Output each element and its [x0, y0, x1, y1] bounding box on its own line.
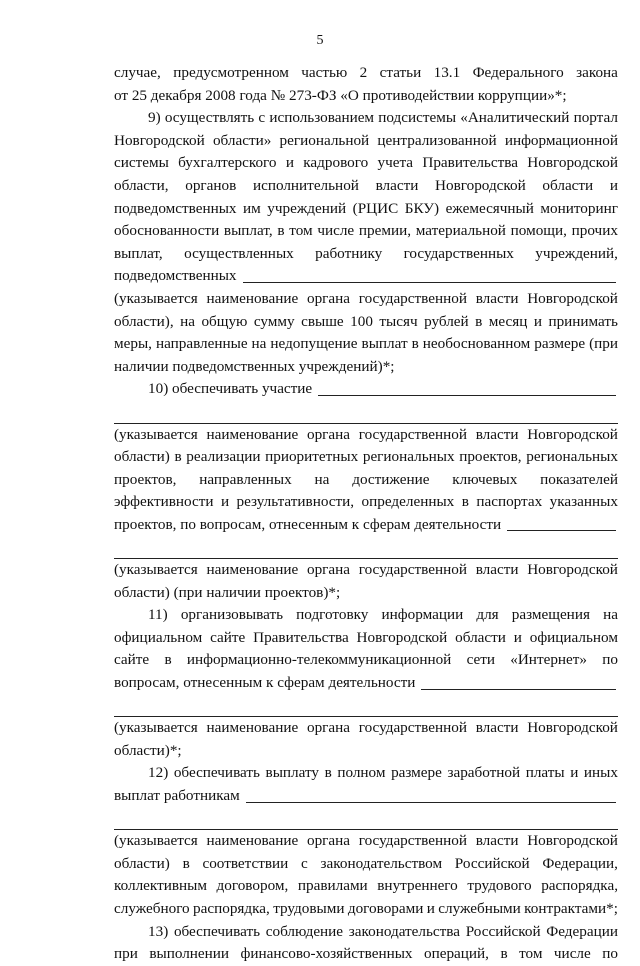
word: подсистемы — [378, 109, 457, 127]
word: 9) — [148, 109, 161, 127]
text-line — [114, 762, 618, 785]
text-line: области)*; — [114, 741, 182, 759]
word: числе — [317, 222, 355, 240]
word: обеспечивать — [173, 764, 260, 782]
word: «Интернет» — [510, 651, 588, 669]
text-line-with-blank — [114, 378, 618, 401]
word: осуществлять — [164, 109, 255, 127]
blank-line — [114, 401, 618, 424]
word: 13) — [148, 922, 169, 940]
word: на — [314, 470, 330, 488]
text-line — [114, 604, 618, 627]
word: официальном — [114, 628, 203, 646]
word: Новгородской — [114, 131, 205, 149]
word: направленные — [155, 335, 248, 353]
word: органа — [306, 425, 350, 443]
word: законодательства — [348, 922, 461, 940]
word: указанных — [549, 493, 618, 511]
word: трудового — [467, 877, 532, 895]
word: Федерации — [546, 922, 618, 940]
word: общую — [201, 312, 248, 330]
word: предусмотренном — [173, 64, 289, 81]
line-text: выплат работникам — [114, 787, 240, 804]
word: 2 — [359, 64, 368, 81]
word: размере — [391, 764, 442, 782]
word: договором, — [216, 877, 289, 895]
word: тысяч — [379, 312, 418, 330]
text-line — [114, 649, 618, 672]
word: ключевых — [452, 470, 518, 488]
word: премии, — [358, 222, 412, 240]
document-body — [114, 62, 618, 966]
word: размещения — [511, 606, 590, 624]
fill-in-blank — [507, 514, 616, 532]
text-line — [114, 175, 618, 198]
word: власти — [475, 289, 519, 307]
word: наименование — [206, 561, 299, 579]
word: области — [455, 628, 506, 646]
word: региональных — [362, 448, 455, 466]
word: региональной — [279, 131, 370, 149]
word: области) — [114, 448, 170, 466]
word: Новгородской — [527, 425, 618, 443]
word: статьи — [379, 64, 422, 81]
word: кадрового — [303, 154, 369, 172]
word: им — [243, 199, 261, 217]
word: по — [602, 945, 618, 963]
text-line — [114, 288, 618, 311]
word: соответствии — [202, 854, 289, 872]
word: том — [289, 222, 313, 240]
word: государственных — [403, 244, 514, 262]
text-line: области) (при наличии проектов)*; — [114, 583, 341, 601]
word: региональных — [526, 448, 618, 466]
word: коллективным — [114, 877, 207, 895]
word: закона — [576, 64, 618, 81]
word: и — [609, 176, 618, 194]
word: в — [475, 312, 483, 330]
word: Новгородской — [356, 628, 448, 646]
word: с — [258, 109, 266, 127]
word: в — [324, 764, 332, 782]
word: числе — [553, 945, 591, 963]
word: результативности, — [236, 493, 355, 511]
word: (указывается — [114, 832, 198, 850]
word: выплат, — [223, 222, 273, 240]
word: (РЦИС — [352, 199, 399, 217]
word: информации — [381, 606, 464, 624]
word: материальной — [415, 222, 506, 240]
word: в — [500, 945, 508, 963]
word: внутреннего — [377, 877, 458, 895]
word: помощи, — [510, 222, 567, 240]
word: проектов, — [114, 470, 177, 488]
word: определенных — [361, 493, 455, 511]
word: Правительства — [422, 154, 518, 172]
text-line-with-blank — [114, 514, 618, 537]
word: учреждений, — [535, 244, 618, 262]
word: организовывать — [180, 606, 284, 624]
paragraph-9-line — [114, 107, 618, 130]
word: при — [114, 945, 138, 963]
word: по — [602, 651, 618, 669]
word: случае, — [114, 64, 161, 81]
word: Российской — [454, 854, 530, 872]
word: портал — [573, 109, 618, 127]
word: сети — [466, 651, 495, 669]
word: реализации — [186, 448, 261, 466]
word: области — [542, 176, 594, 194]
word: показателей — [540, 470, 618, 488]
word: и — [285, 154, 294, 172]
word: Новгородской — [527, 561, 618, 579]
word: выполнении — [149, 945, 230, 963]
word: мониторинг — [540, 199, 618, 217]
word: Федерального — [472, 64, 564, 81]
word: подготовку — [296, 606, 369, 624]
text-line-with-blank — [114, 265, 618, 288]
word: договорами — [347, 899, 424, 917]
word: органа — [306, 289, 350, 307]
word: централизованной — [377, 131, 497, 149]
word: наименование — [206, 719, 299, 737]
word: органа — [306, 832, 350, 850]
word: государственной — [358, 425, 467, 443]
word: государственной — [358, 719, 467, 737]
word: контрактами*; — [524, 899, 618, 917]
fill-in-blank — [318, 378, 616, 396]
word: 13.1 — [433, 64, 461, 81]
word: операций, — [424, 945, 489, 963]
word: соблюдение — [265, 922, 344, 940]
text-line — [114, 311, 618, 334]
word: рублей — [424, 312, 469, 330]
word: и — [570, 764, 579, 782]
word: (указывается — [114, 561, 198, 579]
word: системы — [114, 154, 169, 172]
word: власти — [475, 561, 519, 579]
word: Новгородской — [435, 176, 526, 194]
blank-line — [114, 536, 618, 559]
word: области» — [212, 131, 272, 149]
word: сумму — [253, 312, 295, 330]
text-line — [114, 491, 618, 514]
word: учреждений — [267, 199, 347, 217]
text-line: наличии подведомственных учреждений)*; — [114, 357, 395, 375]
word: 100 — [350, 312, 373, 330]
word: осуществленных — [184, 244, 294, 262]
word: (при — [589, 335, 618, 353]
word: проектов, — [459, 448, 522, 466]
line-text: 10) обеспечивать участие — [148, 380, 313, 398]
text-line — [114, 875, 618, 898]
word: трудовыми — [273, 899, 345, 917]
word: области) — [114, 854, 170, 872]
word: размере — [534, 335, 586, 353]
word: Российской — [465, 922, 541, 940]
word: с — [301, 854, 308, 872]
text-line — [114, 446, 618, 469]
fill-in-blank — [246, 785, 616, 803]
word: государственной — [358, 832, 467, 850]
word: в — [182, 854, 190, 872]
word: прочих — [571, 222, 618, 240]
word: наименование — [206, 425, 299, 443]
word: органа — [306, 561, 350, 579]
word: обеспечивать — [173, 922, 261, 940]
text-line — [114, 243, 618, 266]
word: области, — [114, 176, 169, 194]
text-line — [114, 921, 618, 944]
text-line — [114, 424, 618, 447]
page-number: 5 — [316, 33, 324, 48]
word: распорядка, — [541, 877, 618, 895]
word: том — [519, 945, 543, 963]
text-line — [114, 152, 618, 175]
blank-line — [114, 808, 618, 831]
word: и — [513, 628, 522, 646]
word: паспортах — [476, 493, 543, 511]
word: информационной — [504, 131, 618, 149]
word: Новгородской — [527, 154, 618, 172]
word: правилами — [297, 877, 368, 895]
word: Новгородской — [527, 832, 618, 850]
word: информационно-телекоммуникационной — [186, 651, 452, 669]
word: исполнительной — [252, 176, 359, 194]
word: государственной — [358, 289, 467, 307]
word: органа — [306, 719, 350, 737]
word: в — [174, 448, 182, 466]
word: власти — [475, 832, 519, 850]
word: учета — [377, 154, 414, 172]
word: месяц — [488, 312, 528, 330]
text-line — [114, 898, 618, 921]
line-text: подведомственных — [114, 267, 237, 285]
word: недопущение — [270, 335, 358, 353]
text-line — [114, 717, 618, 740]
word: финансово-хозяйственных — [240, 945, 413, 963]
word: в — [277, 222, 285, 240]
word: Федерации, — [542, 854, 618, 872]
text-line: от 25 декабря 2008 года № 273-ФЗ «О противодействии коррупции»*; — [114, 86, 567, 104]
text-line — [114, 130, 618, 153]
word: БКУ) — [404, 199, 440, 217]
word: направленных — [199, 470, 292, 488]
word: Новгородской — [527, 719, 618, 737]
word: работнику — [315, 244, 383, 262]
word: бухгалтерского — [178, 154, 277, 172]
word: свыше — [301, 312, 344, 330]
word: законодательством — [320, 854, 443, 872]
word: приоритетных — [265, 448, 359, 466]
word: использованием — [269, 109, 375, 127]
word: Правительства — [253, 628, 349, 646]
word: наименование — [206, 832, 299, 850]
word: обоснованности — [114, 222, 220, 240]
word: (указывается — [114, 719, 198, 737]
word: Новгородской — [527, 289, 618, 307]
text-line — [114, 220, 618, 243]
line-text: проектов, по вопросам, отнесенным к сферам деятельности — [114, 515, 502, 533]
word: в — [411, 335, 419, 353]
word: органов — [185, 176, 237, 194]
text-line — [114, 943, 618, 966]
word: достижение — [352, 470, 430, 488]
fill-in-blank — [421, 672, 616, 690]
word: 12) — [148, 764, 169, 782]
word: меры, — [114, 335, 152, 353]
word: выплат, — [114, 244, 163, 262]
word: заработной — [447, 764, 521, 782]
text-line-with-blank — [114, 672, 618, 695]
word: и — [533, 312, 542, 330]
word: в — [164, 651, 172, 669]
text-line — [114, 198, 618, 221]
word: на — [251, 335, 267, 353]
word: официальном — [529, 628, 618, 646]
word: выплат — [361, 335, 408, 353]
word: для — [476, 606, 499, 624]
word: платы — [525, 764, 565, 782]
word: распорядка, — [193, 899, 270, 917]
text-line — [114, 469, 618, 492]
word: служебного — [114, 899, 190, 917]
word: государственной — [358, 561, 467, 579]
word: иных — [583, 764, 618, 782]
word: и — [220, 493, 230, 511]
text-line — [114, 62, 618, 85]
text-line — [114, 853, 618, 876]
text-line — [114, 627, 618, 650]
word: власти — [475, 425, 519, 443]
word: на — [180, 312, 195, 330]
word: (указывается — [114, 425, 198, 443]
word: принимать — [548, 312, 618, 330]
word: на — [603, 606, 618, 624]
word: (указывается — [114, 289, 198, 307]
word: подведомственных — [114, 199, 237, 217]
word: эффективности — [114, 493, 214, 511]
text-line — [114, 333, 618, 356]
word: выплату — [265, 764, 319, 782]
word: и — [426, 899, 435, 917]
word: власти — [375, 176, 419, 194]
word: власти — [475, 719, 519, 737]
word: сайте — [114, 651, 150, 669]
word: необоснованном — [422, 335, 531, 353]
word: 11) — [148, 606, 168, 624]
word: области), — [114, 312, 174, 330]
word: служебными — [438, 899, 521, 917]
word: в — [461, 493, 469, 511]
word: частью — [301, 64, 348, 81]
word: наименование — [206, 289, 299, 307]
word: ежемесячный — [445, 199, 534, 217]
blank-line — [114, 695, 618, 718]
word: полном — [337, 764, 386, 782]
word: сайте — [210, 628, 246, 646]
text-line — [114, 830, 618, 853]
word: «Аналитический — [460, 109, 570, 127]
line-text: вопросам, отнесенным к сферам деятельности — [114, 674, 416, 692]
text-line — [114, 559, 618, 582]
text-line-with-blank — [114, 785, 618, 808]
fill-in-blank — [243, 265, 616, 283]
